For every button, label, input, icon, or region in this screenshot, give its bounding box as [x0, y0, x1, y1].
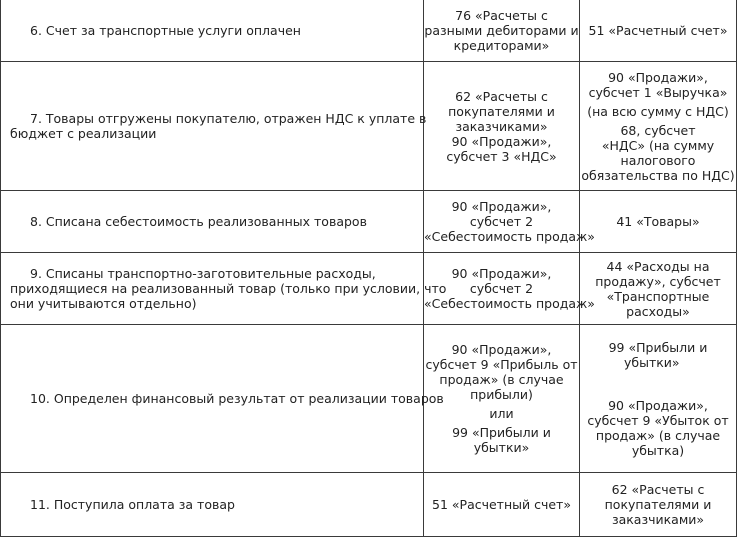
debit-text: 90 «Продажи», — [451, 199, 552, 214]
credit-text: налогового — [620, 152, 696, 168]
credit-cell — [580, 473, 737, 537]
table-row — [1, 191, 737, 253]
credit-text: субсчет 9 «Убыток от — [587, 412, 729, 428]
credit-cell — [580, 62, 737, 191]
debit-text: 99 «Прибыли и — [452, 425, 551, 440]
credit-text: 99 «Прибыли и — [608, 339, 708, 355]
operation-cell — [1, 191, 424, 253]
operation-cell — [1, 473, 424, 537]
table-row — [1, 325, 737, 473]
credit-text: убытки» — [624, 354, 680, 370]
credit-text: (на всю сумму с НДС) — [587, 103, 729, 119]
credit-text: продажу», субсчет — [595, 273, 721, 289]
credit-text: 51 «Расчетный счет» — [588, 23, 728, 38]
credit-text: 41 «Товары» — [616, 214, 700, 229]
debit-cell — [424, 473, 580, 537]
operation-text: 10. Определен финансовый результат от реализации товаров — [30, 391, 444, 406]
debit-text: субсчет 2 — [469, 214, 534, 229]
credit-text: «Транспортные — [606, 288, 710, 304]
debit-text: субсчет 3 «НДС» — [446, 148, 557, 164]
debit-text: субсчет 2 — [469, 281, 534, 296]
credit-text: 90 «Продажи», — [608, 397, 708, 413]
debit-text: «Себестоимость продаж» — [424, 296, 595, 311]
debit-text: 62 «Расчеты с — [455, 88, 548, 104]
credit-text: заказчиками» — [611, 512, 705, 527]
operation-cell — [1, 0, 424, 62]
debit-cell — [424, 62, 580, 191]
debit-text: 90 «Продажи», — [451, 133, 552, 149]
debit-text: «Себестоимость продаж» — [424, 229, 595, 244]
operation-cell — [1, 325, 444, 473]
debit-text: покупателями и — [448, 103, 555, 119]
debit-cell — [424, 325, 580, 473]
debit-cell — [424, 0, 580, 62]
credit-text: субсчет 1 «Выручка» — [588, 84, 728, 100]
debit-cell — [424, 191, 595, 253]
debit-text: разными дебиторами и — [424, 23, 579, 38]
table-row — [1, 62, 737, 191]
table-row — [1, 253, 737, 325]
credit-text: 68, субсчет — [620, 122, 696, 138]
credit-text: убытка) — [631, 442, 685, 458]
table-row — [1, 0, 737, 62]
debit-text: 90 «Продажи», — [451, 342, 552, 357]
credit-text: обязательства по НДС) — [581, 167, 735, 183]
credit-text: «НДС» (на сумму — [601, 137, 715, 153]
credit-cell — [580, 191, 737, 253]
operation-text: бюджет с реализации — [10, 126, 157, 141]
credit-cell — [580, 253, 737, 325]
operation-text: 11. Поступила оплата за товар — [30, 497, 235, 512]
debit-text: или — [489, 406, 514, 421]
debit-text: прибыли) — [470, 387, 533, 402]
debit-text: 90 «Продажи», — [451, 266, 552, 281]
operation-text: они учитываются отдельно) — [10, 296, 197, 311]
operation-text: приходящиеся на реализованный товар (только при условии, что — [10, 281, 447, 296]
credit-cell — [580, 325, 737, 473]
operation-text: 8. Списана себестоимость реализованных товаров — [30, 214, 367, 229]
debit-text: убытки» — [473, 440, 530, 455]
operation-text: 6. Счет за транспортные услуги оплачен — [30, 23, 301, 38]
debit-text: 51 «Расчетный счет» — [432, 497, 571, 512]
debit-text: субсчет 9 «Прибыль от — [425, 357, 578, 372]
debit-text: заказчиками» — [455, 118, 548, 134]
credit-text: 90 «Продажи», — [608, 69, 708, 85]
debit-cell — [424, 253, 595, 325]
debit-text: 76 «Расчеты с — [455, 8, 548, 23]
operation-cell — [1, 253, 447, 325]
credit-text: продаж» (в случае — [595, 427, 721, 443]
credit-text: 44 «Расходы на — [606, 258, 710, 274]
credit-cell — [580, 0, 737, 62]
debit-text: кредиторами» — [453, 38, 550, 53]
credit-text: 62 «Расчеты с — [611, 482, 705, 497]
operation-text: 7. Товары отгружены покупателю, отражен НДС к уплате в — [30, 111, 427, 126]
credit-text: расходы» — [626, 303, 690, 319]
credit-text: покупателями и — [604, 497, 712, 512]
operation-text: 9. Списаны транспортно-заготовительные расходы, — [30, 266, 376, 281]
debit-text: продаж» (в случае — [439, 372, 564, 387]
operation-cell — [1, 62, 427, 191]
table-row — [1, 473, 737, 537]
